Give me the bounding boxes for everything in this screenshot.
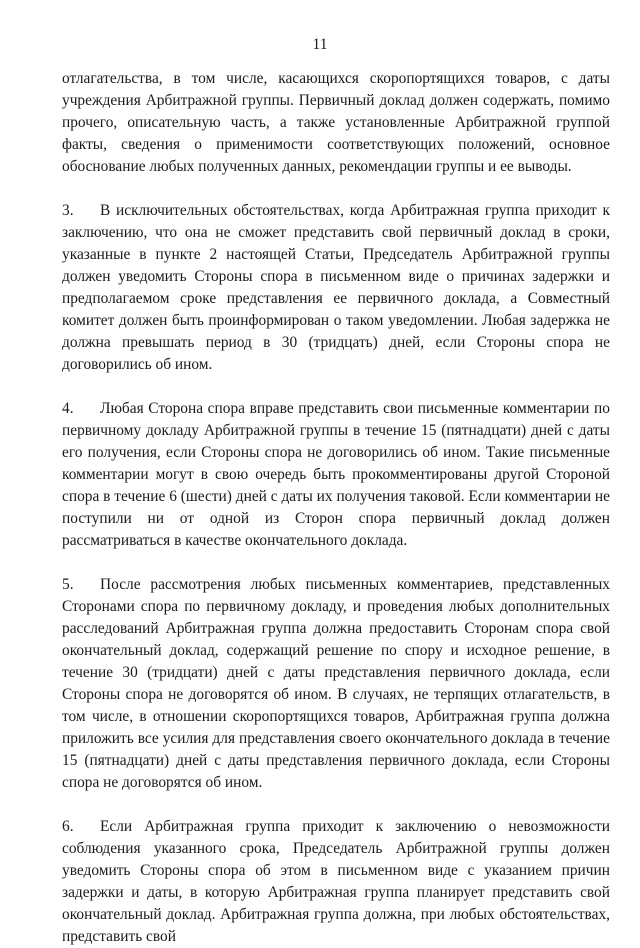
paragraph-text: В исключительных обстоятельствах, когда Арбитражная группа приходит к заключению, что она не сможет представить свой первичный доклад в сроки, указанные в пункте 2 настоящей Статьи, Председатель Арбитражной группы должен уведомить Стороны спора в письменном виде о причинах задержки и предполагаемом сроке представления ее первичного доклада, а Совместный комитет должен быть проинформирован о таком уведомлении. Любая задержка не должна превышать период в 30 (тридцать) дней, если Стороны спора не договорились об ином. <box>62 202 610 373</box>
paragraph-6 <box>62 816 610 948</box>
paragraph-number: 6. <box>62 818 74 835</box>
paragraph-number: 3. <box>62 202 74 219</box>
paragraph-text: отлагательства, в том числе, касающихся скоропортящихся товаров, с даты учреждения Арбитражной группы. Первичный доклад должен содержать, помимо прочего, описательную часть, а также установленные Арбитражной группой факты, сведения о применимости соответствующих положений, основное обоснование любых полученных данных, рекомендации группы и ее выводы. <box>62 70 610 175</box>
paragraph-number: 4. <box>62 400 74 417</box>
document-body <box>62 68 610 948</box>
paragraph-4 <box>62 398 610 552</box>
paragraph-number: 5. <box>62 576 74 593</box>
paragraph-text: После рассмотрения любых письменных комментариев, представленных Сторонами спора по первичному докладу, и проведения любых дополнительных расследований Арбитражная группа должна предоставить Сторонам спора свой окончательный доклад, содержащий решение по спору и исходное решение, в течение 30 (тридцати) дней с даты представления первичного доклада, если Стороны спора не договорятся об ином. В случаях, не терпящих отлагательств, в том числе, в отношении скоропортящихся товаров, Арбитражная группа должна приложить все усилия для представления своего окончательного доклада в течение 15 (пятнадцати) дней с даты представления первичного доклада, если Стороны спора не договорятся об ином. <box>62 576 610 791</box>
paragraph-text: Если Арбитражная группа приходит к заключению о невозможности соблюдения указанного срока, Председатель Арбитражной группы должен уведомить Стороны спора об этом в письменном виде с указанием причин задержки и даты, в которую Арбитражная группа планирует представить свой окончательный доклад. Арбитражная группа должна, при любых обстоятельствах, представить свой <box>62 818 610 945</box>
paragraph-3 <box>62 200 610 376</box>
page-number: 11 <box>312 36 328 53</box>
paragraph-5 <box>62 574 610 794</box>
paragraph-continuation <box>62 68 610 178</box>
paragraph-text: Любая Сторона спора вправе представить свои письменные комментарии по первичному докладу Арбитражной группы в течение 15 (пятнадцати) дней с даты его получения, если Стороны спора не договорились об ином. Такие письменные комментарии могут в свою очередь быть прокомментированы другой Стороной спора в течение 6 (шести) дней с даты их получения таковой. Если комментарии не поступили ни от одной из Сторон спора первичный доклад должен рассматриваться в качестве окончательного доклада. <box>62 400 610 549</box>
